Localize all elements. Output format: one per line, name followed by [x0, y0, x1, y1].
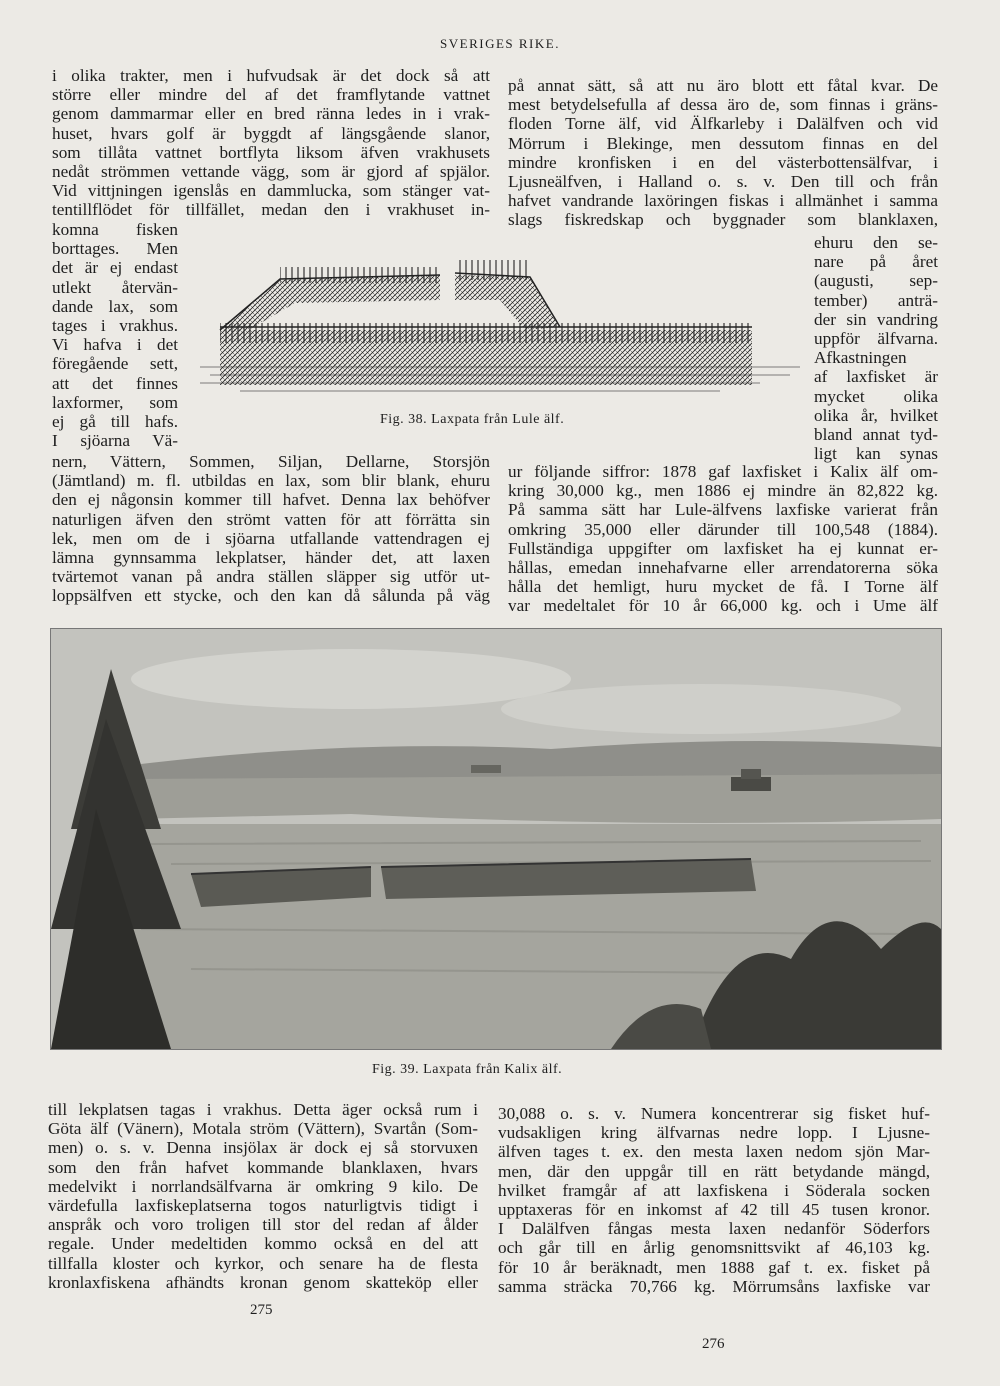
- text-line: tages i vrakhus.: [52, 316, 178, 336]
- text-line: huset, hvars golf är byggdt af längsgående slanor,: [52, 123, 490, 143]
- text-line: I Dalälfven fångas mesta laxen nedanför Söderfors: [498, 1219, 930, 1239]
- page-number-right: 276: [702, 1336, 725, 1352]
- text-line: hafvet vandrande laxöringen fiskas i allmänhet i samma: [508, 191, 938, 211]
- page-number-left: 275: [250, 1302, 273, 1318]
- text-line: att det finnes: [52, 373, 178, 393]
- text-line: som den från hafvet kommande blanklaxen, hvars: [48, 1157, 478, 1177]
- text-line: den ej någonsin kommer till hafvet. Denna lax behöfver: [52, 490, 490, 510]
- text-line: tember) anträ-: [814, 290, 938, 310]
- text-line: föregående sett,: [52, 354, 178, 374]
- text-line: ehuru den se-: [814, 233, 938, 252]
- text-line: och går till en årlig genomsnittsvikt af 46,103 kg.: [498, 1238, 930, 1258]
- text-line: mest betydelsefulla af dessa äro de, som finnas i gräns-: [508, 95, 938, 115]
- left-column-final: [48, 1100, 478, 1292]
- text-line: floden Torne älf, vid Älfkarleby i Dalälfven och vid: [508, 114, 938, 134]
- text-line: dande lax, som: [52, 296, 178, 316]
- fish-weir-landscape-illustration: [50, 628, 942, 1050]
- running-header: SVERIGES RIKE.: [440, 36, 560, 51]
- text-line: (Jämtland) m. fl. utbildas en lax, som blir blank, ehuru: [52, 471, 490, 491]
- text-line: regale. Under medeltiden kommo också en del att: [48, 1234, 478, 1254]
- text-line: I sjöarna Vä-: [52, 431, 178, 451]
- text-line: olika år, hvilket: [814, 405, 938, 425]
- text-line: mindre kronfisken i en del västerbottensälfvar, i: [508, 152, 938, 172]
- text-line: men, där den uppgår till en rätt betydande mängd,: [498, 1161, 930, 1181]
- text-line: omkring 35,000 eller därunder till 100,548 (1884).: [508, 519, 938, 539]
- text-line: hålla det hemligt, huru mycket de få. I Torne älf: [508, 577, 938, 597]
- text-line: loppsälfven ett stycke, och den kan då sålunda på väg: [52, 586, 490, 606]
- text-line: medelvikt i norrlandsälfvarna är omkring 9 kilo. De: [48, 1176, 478, 1196]
- text-line: upptaxeras för en inkomst af 42 till 45 tusen kronor.: [498, 1200, 930, 1220]
- right-column-top: [508, 76, 938, 230]
- text-line: uppför älfvarna.: [814, 329, 938, 349]
- text-line: komna fisken: [52, 220, 178, 239]
- text-line: nedåt strömmen vettande vägg, som är gjord af spjälor.: [52, 162, 490, 182]
- left-column-narrow: [52, 220, 178, 450]
- figure-caption: Fig. 38. Laxpata från Lule älf.: [380, 412, 565, 427]
- figure-caption: Fig. 39. Laxpata från Kalix älf.: [372, 1062, 563, 1077]
- text-line: Göta älf (Vänern), Motala ström (Vättern), Svartån (Som-: [48, 1119, 478, 1139]
- text-line: tvärtemot vanan på andra ställen släpper sig utför ut-: [52, 567, 490, 587]
- text-line: ur följande siffror: 1878 gaf laxfisket i Kalix älf om-: [508, 462, 938, 481]
- text-line: utlekt återvän-: [52, 277, 178, 297]
- text-line: till lekplatsen tagas i vrakhus. Detta äger också rum i: [48, 1100, 478, 1119]
- text-line: samma sträcka 70,766 kg. Mörrumsåns laxfiske var: [498, 1276, 930, 1296]
- text-line: älfven tages t. ex. den mesta laxen nedom sjön Mar-: [498, 1142, 930, 1162]
- left-column-top: [52, 66, 490, 220]
- left-column-bottom: [52, 452, 490, 606]
- text-line: som tillåta vattnet bortflyta liksom äfven vrakhusets: [52, 142, 490, 162]
- text-line: nare på året: [814, 252, 938, 272]
- text-line: tillfalla kloster och kyrkor, och senare ha de flesta: [48, 1253, 478, 1273]
- text-line: mycket olika: [814, 386, 938, 406]
- right-column-final: [498, 1104, 930, 1296]
- text-line: värdefulla laxfiskeplatserna togos naturligtvis tidigt i: [48, 1196, 478, 1216]
- right-column-narrow: [814, 233, 938, 463]
- text-line: tentillflödet för tillfället, medan den i vrakhuset in-: [52, 200, 490, 220]
- text-line: af laxfisket är: [814, 367, 938, 387]
- text-line: för 10 år beräknadt, men 1888 gaf t. ex. fisket på: [498, 1257, 930, 1277]
- fish-weir-drawing: [200, 255, 800, 405]
- text-line: borttages. Men: [52, 239, 178, 259]
- text-line: kring 30,000 kg., men 1886 ej mindre än 82,822 kg.: [508, 481, 938, 501]
- text-line: Ljusneälfven, i Halland o. s. v. Den till och från: [508, 172, 938, 192]
- text-line: i olika trakter, men i hufvudsak är det dock så att: [52, 66, 490, 85]
- text-line: ligt kan synas: [814, 444, 938, 464]
- text-line: (augusti, sep-: [814, 271, 938, 291]
- text-line: vudsakligen kring älfvarnas nedre lopp. I Ljusne-: [498, 1123, 930, 1143]
- text-line: laxformer, som: [52, 392, 178, 412]
- text-line: anspråk och voro troligen till stor del redan af ålder: [48, 1215, 478, 1235]
- text-line: genom dammarmar eller en bred ränna ledes in i vrak-: [52, 104, 490, 124]
- text-line: Vi hafva i det: [52, 335, 178, 355]
- text-line: Vid vittjningen igenslås en dammlucka, som stänger vat-: [52, 181, 490, 201]
- text-line: bland annat tyd-: [814, 425, 938, 445]
- text-line: slags fiskredskap och byggnader som blanklaxen,: [508, 210, 938, 230]
- text-line: der sin vandring: [814, 309, 938, 329]
- text-line: lämna gynnsamma lekplatser, händer det, att laxen: [52, 548, 490, 568]
- text-line: hållas, emedan innehafvarne eller arrendatorerna söka: [508, 558, 938, 578]
- text-line: lek, men om de i sjöarna utfallande vattendragen ej: [52, 528, 490, 548]
- right-column-bottom: [508, 462, 938, 616]
- text-line: hvilket framgår af att laxfiskena i Söderala socken: [498, 1180, 930, 1200]
- text-line: På samma sätt har Lule-älfvens laxfiske varierat från: [508, 500, 938, 520]
- text-line: ej gå till hafs.: [52, 412, 178, 432]
- text-line: Mörrum i Blekinge, men dessutom finnas en del: [508, 133, 938, 153]
- text-line: Fullständiga uppgifter om laxfisket ha ej kunnat er-: [508, 538, 938, 558]
- text-line: naturligen äfven den strömt vatten för att förrätta sin: [52, 509, 490, 529]
- text-line: på annat sätt, så att nu äro blott ett fåtal kvar. De: [508, 76, 938, 95]
- text-line: det är ej endast: [52, 258, 178, 278]
- text-line: kronlaxfiskena afhändts kronan genom skatteköp eller: [48, 1272, 478, 1292]
- text-line: Afkastningen: [814, 348, 907, 368]
- text-line: större eller mindre del af det framflytande vattnet: [52, 85, 490, 105]
- text-line: men) o. s. v. Denna insjölax är dock ej så storvuxen: [48, 1138, 478, 1158]
- text-line: nern, Vättern, Sommen, Siljan, Dellarne, Storsjön: [52, 452, 490, 471]
- text-line: 30,088 o. s. v. Numera koncentrerar sig fisket huf-: [498, 1104, 930, 1123]
- text-line: var medeltalet för 10 år 66,000 kg. och i Ume älf: [508, 596, 938, 616]
